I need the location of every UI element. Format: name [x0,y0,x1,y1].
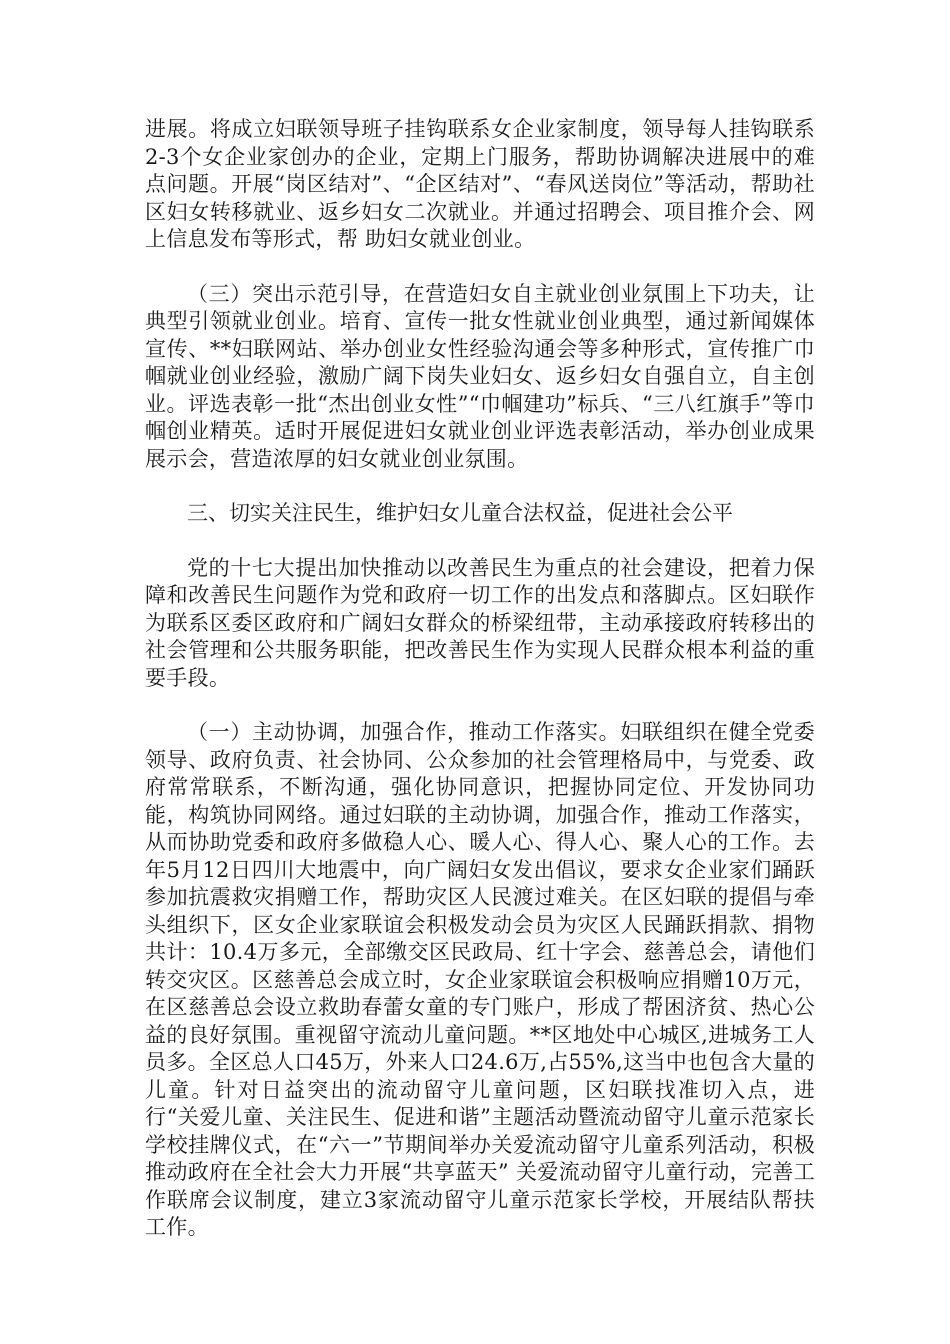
section-heading-three: 三、切实关注民生，维护妇女儿童合法权益，促进社会公平 [187,501,733,525]
paragraph-employment-progress: 进展。将成立妇联领导班子挂钩联系女企业家制度，领导每人挂钩联系2-3个女企业家创办的企业，定期上门服务，帮助协调解决进展中的难点问题。开展“岗区结对”、“企区结对”、“春风送岗位”等活动，帮助社区妇女转移就业、返乡妇女二次就业。并通过招聘会、项目推介会、网上信息发布等形式，帮 助妇女就业创业。 [145,117,815,251]
paragraph-spacer [145,473,815,500]
paragraph-coordination-cooperation: （一）主动协调，加强合作，推动工作落实。妇联组织在健全党委领导、政府负责、社会协同、公众参加的社会管理格局中，与党委、政府常常联系，不断沟通，强化协同意识，把握协同定位、开发协同功能，构筑协同网络。通过妇联的主动协调，加强合作，推动工作落实，从而协助党委和政府多做稳人心、暖人心、得人心、聚人心的工作。去年5月12日四川大地震中，向广阔妇女发出倡议，要求女企业家们踊跃参加抗震救灾捐赠工作，帮助灾区人民渡过难关。在区妇联的提倡与牵头组织下，区女企业家联谊会积极发动会员为灾区人民踊跃捐款、捐物共计：10.4万多元，全部缴交区民政局、红十字会、慈善总会，请他们转交灾区。区慈善总会成立时，女企业家联谊会积极响应捐赠10万元，在区慈善总会设立救助春蕾女童的专门账户，形成了帮困济贫、热心公益的良好氛围。重视留守流动儿童问题。**区地处中心城区,进城务工人员多。全区总人口45万，外来人口24.6万,占55%,这当中也包含大量的儿童。针对日益突出的流动留守儿童问题，区妇联找准切入点，进行“关爱儿童、关注民生、促进和谐”主题活动暨流动留守儿童示范家长学校挂牌仪式，在“六一”节期间举办关爱流动留守儿童系列活动，积极推动政府在全社会大力开展“共享蓝天” 关爱流动留守儿童行动，完善工作联席会议制度，建立3家流动留守儿童示范家长学校，开展结队帮扶工作。 [145,720,815,1239]
document-page [145,116,815,1242]
paragraph-people-livelihood: 党的十七大提出加快推动以改善民生为重点的社会建设，把着力保障和改善民生问题作为党和政府一切工作的出发点和落脚点。区妇联作为联系区委区政府和广阔妇女群众的桥梁纽带，主动承接政府转移出的社会管理和公共服务职能，把改善民生作为实现人民群众根本利益的重要手段。 [145,555,815,690]
paragraph-spacer [145,528,815,555]
paragraph-demonstration-guidance: （三）突出示范引导，在营造妇女自主就业创业氛围上下功夫，让典型引领就业创业。培育、宣传一批女性就业创业典型，通过新闻媒体宣传、**妇联网站、举办创业女性经验沟通会等多种形式，宣传推广巾帼就业创业经验，激励广阔下岗失业妇女、返乡妇女自强自立，自主创业。评选表彰一批“杰出创业女性”“巾帼建功”标兵、“三八红旗手”等巾帼创业精英。适时开展促进妇女就业创业评选表彰活动，举办创业成果展示会，营造浓厚的妇女就业创业氛围。 [145,281,815,471]
paragraph-spacer [145,254,815,281]
paragraph-spacer [145,692,815,719]
